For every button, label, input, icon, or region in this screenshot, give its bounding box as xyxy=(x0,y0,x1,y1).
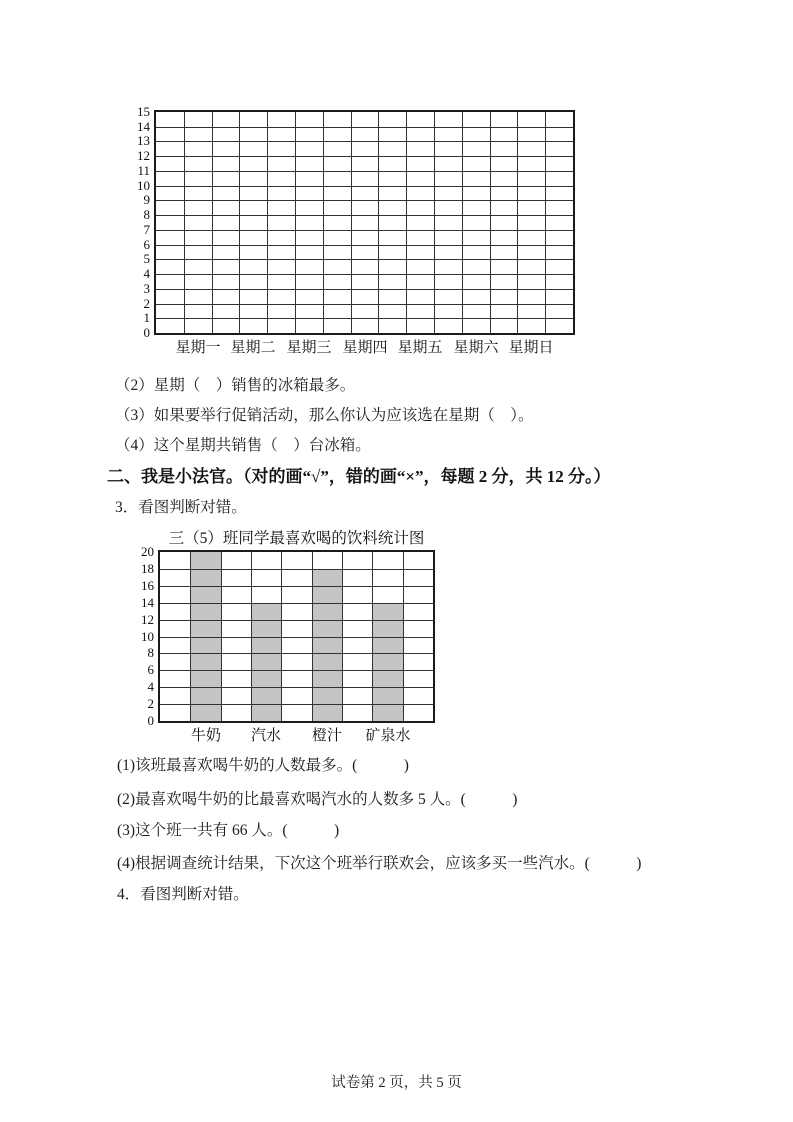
bar-橙汁 xyxy=(312,569,343,721)
gridline-horizontal xyxy=(156,304,573,305)
x-axis-label: 星期一 xyxy=(175,340,221,356)
x-axis-label: 星期二 xyxy=(230,340,276,356)
gridline-horizontal xyxy=(160,687,433,688)
gridline-horizontal xyxy=(156,156,573,157)
y-axis-label: 16 xyxy=(141,578,154,593)
gridline-horizontal xyxy=(160,670,433,671)
gridline-horizontal xyxy=(160,653,433,654)
gridline-horizontal xyxy=(156,141,573,142)
x-axis-label: 矿泉水 xyxy=(365,728,411,744)
y-axis-label: 1 xyxy=(143,310,150,325)
page-footer: 试卷第 2 页，共 5 页 xyxy=(331,1075,462,1091)
gridline-horizontal xyxy=(156,200,573,201)
gridline-vertical xyxy=(239,112,240,333)
weekly-sales-empty-grid-chart xyxy=(137,104,575,356)
y-axis-label: 8 xyxy=(147,645,154,660)
gridline-horizontal xyxy=(156,186,573,187)
gridline-horizontal xyxy=(160,569,433,570)
x-axis-label: 星期六 xyxy=(453,340,499,356)
gridline-vertical xyxy=(434,112,435,333)
question-3-item-2: (2)最喜欢喝牛奶的比最喜欢喝汽水的人数多 5 人。( ) xyxy=(117,791,518,808)
gridline-horizontal xyxy=(160,637,433,638)
gridline-vertical xyxy=(323,112,324,333)
gridline-horizontal xyxy=(160,704,433,705)
question-1-2: （2）星期（ ）销售的冰箱最多。 xyxy=(115,377,356,394)
y-axis-label: 0 xyxy=(143,325,150,340)
chart-title: 三（5）班同学最喜欢喝的饮料统计图 xyxy=(168,530,425,547)
question-3-item-1: (1)该班最喜欢喝牛奶的人数最多。( ) xyxy=(117,757,409,774)
y-axis-label: 9 xyxy=(143,192,150,207)
gridline-vertical xyxy=(406,112,407,333)
y-axis-label: 7 xyxy=(143,222,150,237)
gridline-vertical xyxy=(295,112,296,333)
gridline-vertical xyxy=(267,112,268,333)
favorite-drinks-bar-chart xyxy=(141,530,435,744)
y-axis-label: 8 xyxy=(143,207,150,222)
question-3-item-4: (4)根据调查统计结果，下次这个班举行联欢会，应该多买一些汽水。( ) xyxy=(117,855,642,872)
x-axis-label: 星期四 xyxy=(342,340,388,356)
gridline-vertical xyxy=(378,112,379,333)
y-axis-label: 20 xyxy=(141,544,154,559)
x-axis-label: 星期日 xyxy=(508,340,554,356)
y-axis-label: 12 xyxy=(141,612,154,627)
y-axis-label: 10 xyxy=(137,178,150,193)
gridline-horizontal xyxy=(156,215,573,216)
y-axis-label: 2 xyxy=(147,696,154,711)
y-axis-label: 11 xyxy=(137,163,150,178)
x-axis-label: 星期五 xyxy=(397,340,443,356)
gridline-horizontal xyxy=(156,245,573,246)
y-axis-label: 3 xyxy=(143,281,150,296)
y-axis-label: 13 xyxy=(137,133,150,148)
gridline-vertical xyxy=(184,112,185,333)
gridline-vertical xyxy=(462,112,463,333)
x-axis-label: 星期三 xyxy=(286,340,332,356)
gridline-vertical xyxy=(517,112,518,333)
x-axis-label: 橙汁 xyxy=(311,728,342,744)
gridline-vertical xyxy=(351,112,352,333)
question-1-3: （3）如果要举行促销活动，那么你认为应该选在星期（ ）。 xyxy=(115,407,534,424)
gridline-vertical xyxy=(490,112,491,333)
gridline-horizontal xyxy=(156,259,573,260)
x-axis-label: 牛奶 xyxy=(190,728,221,744)
y-axis-label: 0 xyxy=(147,713,154,728)
y-axis-label: 10 xyxy=(141,629,154,644)
y-axis-label: 5 xyxy=(143,251,150,266)
gridline-vertical xyxy=(212,112,213,333)
gridline-horizontal xyxy=(160,586,433,587)
y-axis-label: 6 xyxy=(147,662,154,677)
gridline-horizontal xyxy=(156,230,573,231)
y-axis-label: 6 xyxy=(143,237,150,252)
x-axis-label: 汽水 xyxy=(250,728,281,744)
y-axis-label: 15 xyxy=(137,104,150,119)
y-axis-label: 4 xyxy=(143,266,150,281)
gridline-horizontal xyxy=(156,274,573,275)
gridline-horizontal xyxy=(156,289,573,290)
question-3-label: 3．看图判断对错。 xyxy=(115,499,247,516)
y-axis-label: 18 xyxy=(141,561,154,576)
question-1-4: （4）这个星期共销售（ ）台冰箱。 xyxy=(115,437,371,454)
gridline-horizontal xyxy=(156,127,573,128)
question-4-label: 4．看图判断对错。 xyxy=(117,886,249,903)
gridline-horizontal xyxy=(156,171,573,172)
y-axis-label: 4 xyxy=(147,679,154,694)
gridline-vertical xyxy=(545,112,546,333)
y-axis-label: 14 xyxy=(141,595,154,610)
y-axis-label: 2 xyxy=(143,296,150,311)
section-two-header: 二、我是小法官。（对的画“√”，错的画“×”，每题 2 分，共 12 分。） xyxy=(107,467,611,486)
question-3-item-3: (3)这个班一共有 66 人。( ) xyxy=(117,822,340,839)
gridline-horizontal xyxy=(156,318,573,319)
y-axis-label: 12 xyxy=(137,148,150,163)
gridline-horizontal xyxy=(160,620,433,621)
gridline-horizontal xyxy=(160,603,433,604)
y-axis-label: 14 xyxy=(137,119,150,134)
